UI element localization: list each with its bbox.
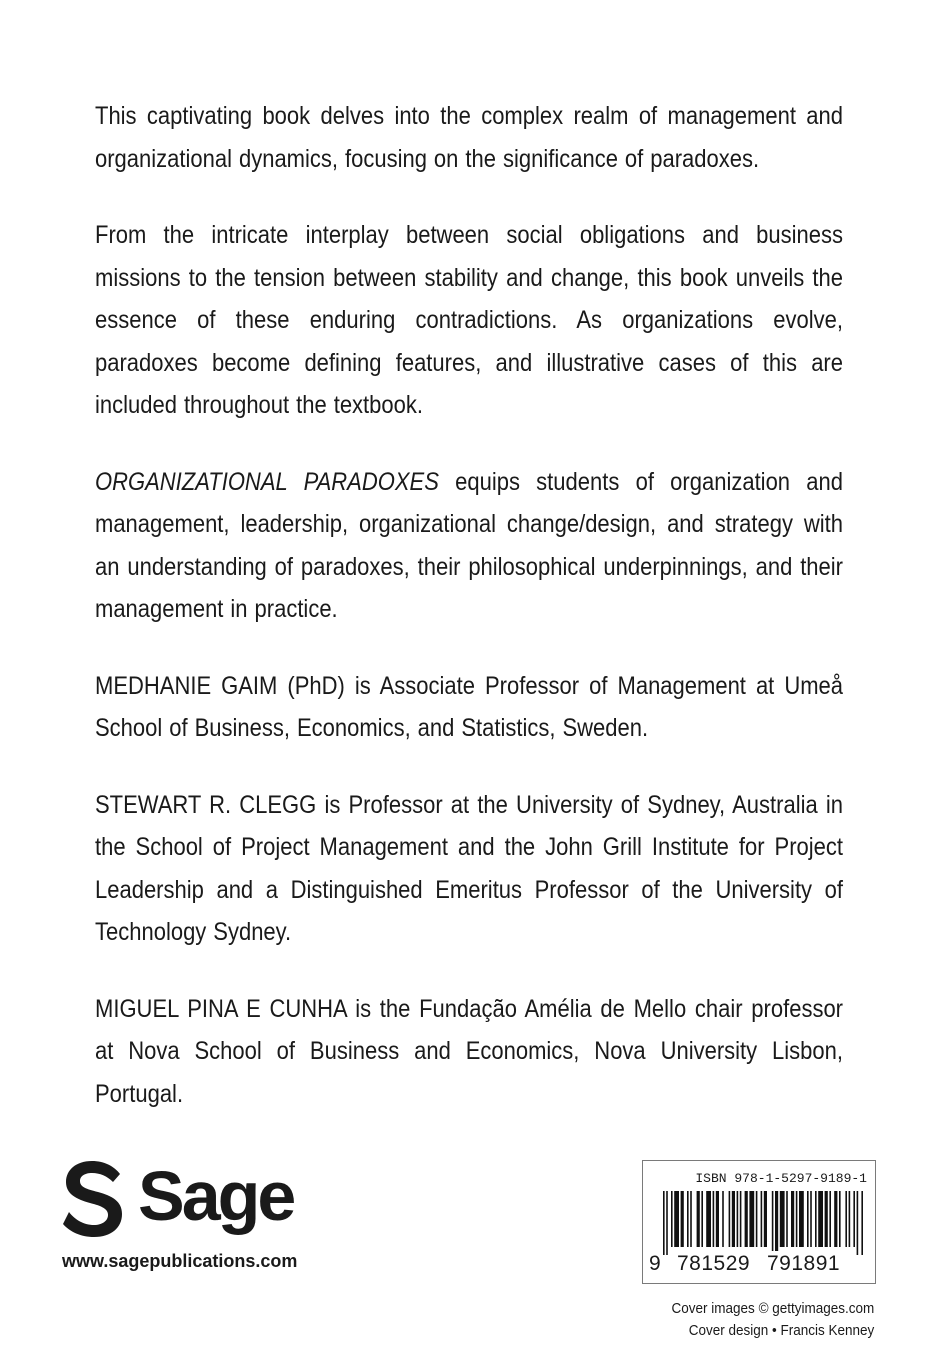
author-bio-gaim: MEDHANIE GAIM (PhD) is Associate Professor of Management at Umeå School of Business, Economics, and Statistics, Sweden. [95,671,843,742]
barcode-icon [663,1191,863,1255]
isbn-digit-lead: 9 [649,1252,662,1275]
isbn-digits [649,1251,869,1277]
cover-credits [671,1298,874,1342]
cover-images-credit: Cover images © gettyimages.com [671,1300,874,1317]
isbn-label: ISBN 978-1-5297-9189-1 [695,1171,867,1186]
isbn-barcode-box [642,1160,876,1284]
author-bio-clegg: STEWART R. CLEGG is Professor at the University of Sydney, Australia in the School of Project Management and the John Grill Institute for Project Leadership and a Distinguished Emeritus Professor of the University of Technology Sydney. [95,790,843,946]
cover-design-credit: Cover design • Francis Kenney [688,1322,874,1339]
isbn-digit-group-left: 781529 [677,1252,751,1275]
back-cover-blurb [95,95,843,1149]
isbn-digit-group-right: 791891 [767,1252,841,1275]
blurb-paragraph-audience [95,461,843,631]
blurb-paragraph-description: This captivating book delves into the complex realm of management and organizational dynamics, focusing on the significance of paradoxes. [95,102,843,173]
sage-wordmark: Sage [138,1157,294,1235]
publisher-website[interactable]: www.sagepublications.com [62,1251,298,1271]
sage-logo [62,1157,302,1240]
author-bio-cunha: MIGUEL PINA E CUNHA is the Fundação Amélia de Mello chair professor at Nova School of Business and Economics, Nova University Lisbon, Portugal. [95,994,843,1108]
blurb-paragraph-themes: From the intricate interplay between social obligations and business missions to the tension between stability and change, this book unveils the essence of these enduring contradictions. As organizations evolve, paradoxes become defining features, and illustrative cases of this are included throughout the textbook. [95,221,843,419]
book-title-italic: ORGANIZATIONAL PARADOXES [95,467,439,496]
blurb-audience-text: equips students of organization and management, leadership, organizational change/design, and strategy with an understanding of paradoxes, their philosophical underpinnings, and their management in practice. [95,467,843,623]
sage-s-logo-icon [62,1160,124,1238]
